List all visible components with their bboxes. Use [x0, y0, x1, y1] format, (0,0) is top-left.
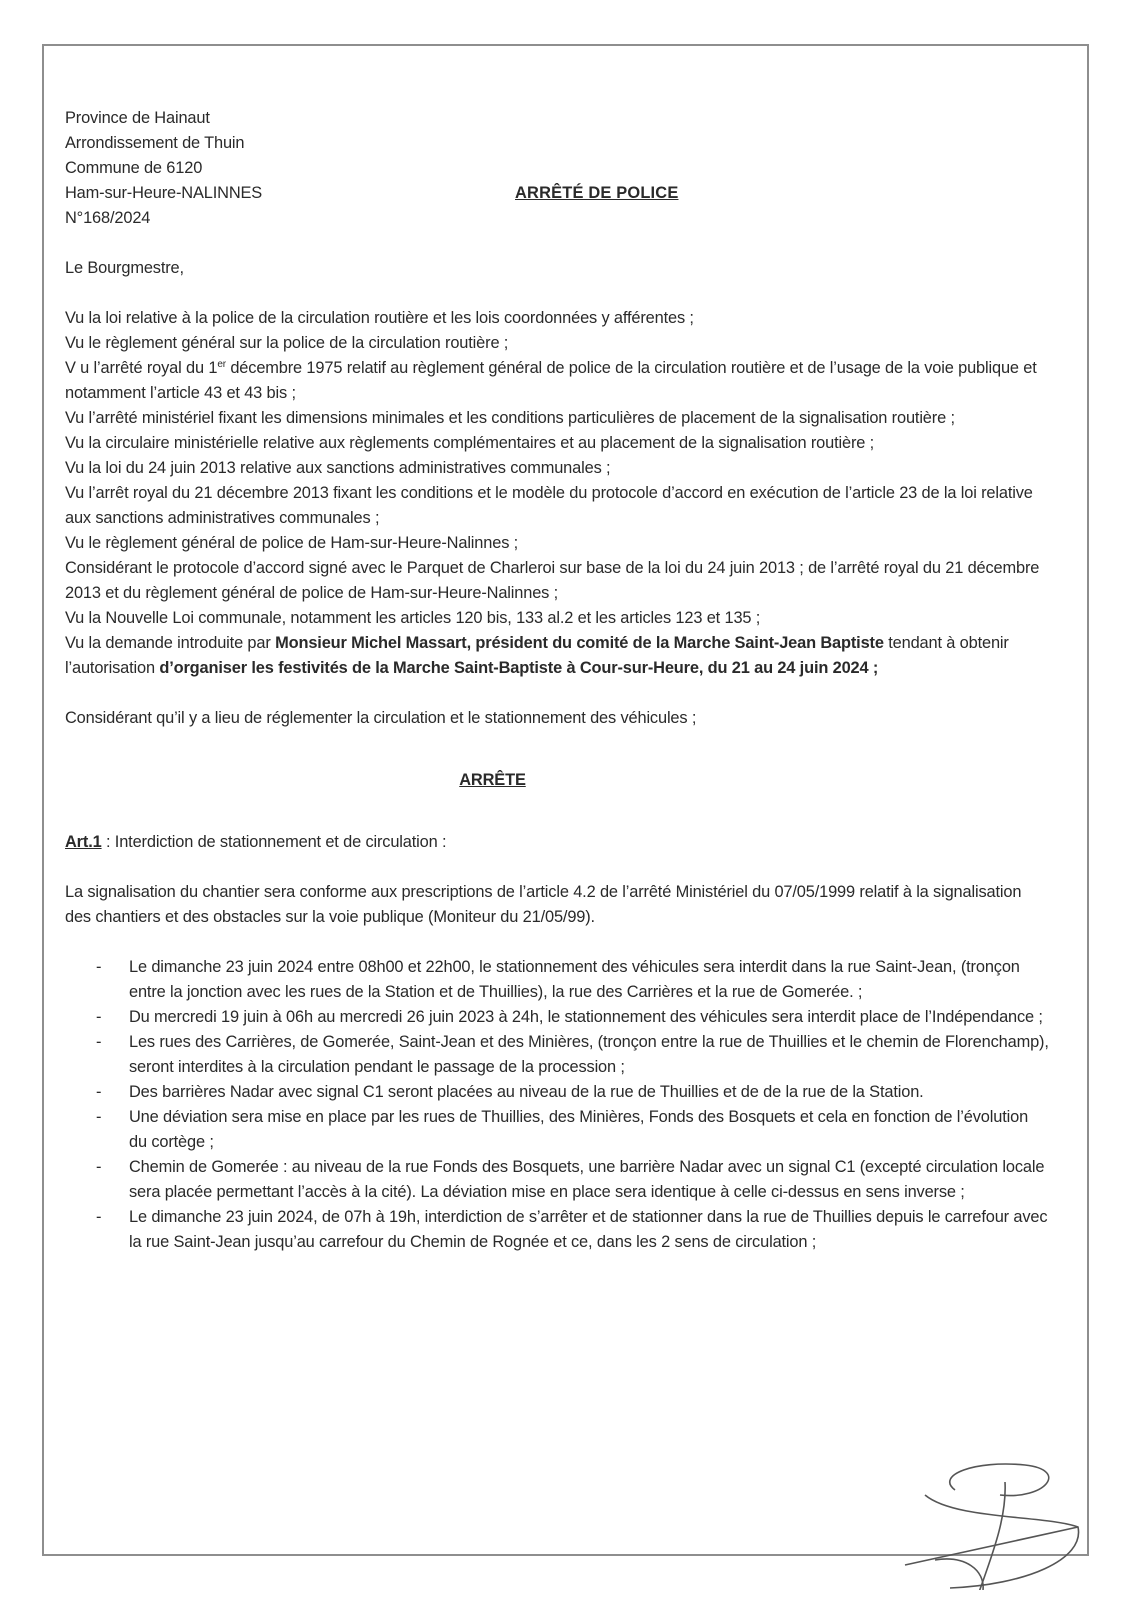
preamble-item: Vu le règlement général de police de Ham-sur-Heure-Nalinnes ;: [65, 534, 519, 552]
signature-mark: [895, 1420, 1095, 1590]
dash-bullet-icon: -: [96, 1158, 102, 1176]
article-1-heading: Art.1 : Interdiction de stationnement et de circulation :: [65, 833, 447, 851]
list-item: - Chemin de Gomerée : au niveau de la rue Fonds des Bosquets, une barrière Nadar avec un signal C1 (excepté circulation locale sera placée permettant l’accès à la cité). La déviation mise en place sera identique à celle ci-dessus en sens inverse ;: [65, 1155, 1050, 1205]
salutation: Le Bourgmestre,: [65, 259, 184, 277]
header-decree-number: N°168/2024: [65, 209, 151, 227]
decree-title: ARRÊTE: [459, 771, 526, 789]
document-body: [65, 106, 1050, 1255]
preamble: [65, 306, 1050, 681]
signature-stroke: [977, 1482, 1005, 1590]
preamble-item: Vu la circulaire ministérielle relative aux règlements complémentaires et au placement de la signalisation routière ;: [65, 434, 875, 452]
preamble-item: Vu la Nouvelle Loi communale, notamment les articles 120 bis, 133 al.2 et les articles 123 et 135 ;: [65, 609, 761, 627]
list-item: - Le dimanche 23 juin 2024 entre 08h00 et 22h00, le stationnement des véhicules sera interdit dans la rue Saint-Jean, (tronçon entre la jonction avec les rues de la Station et de Thuillies), la rue des Carrières et la rue de Gomerée. ;: [65, 955, 1050, 1005]
preamble-item-royal-decree: V u l’arrêté royal du 1er décembre 1975 relatif au règlement général de police de la circulation routière et de l’usage de la voie publique et notamment l’article 43 et 43 bis ;: [65, 359, 1037, 402]
preamble-item: Vu le règlement général sur la police de la circulation routière ;: [65, 334, 509, 352]
article-1-intro: La signalisation du chantier sera conforme aux prescriptions de l’article 4.2 de l’arrêté Ministériel du 07/05/1999 relatif à la signalisation des chantiers et des obstacles sur la voie publique (Moniteur du 21/05/99).: [65, 883, 1022, 926]
dash-bullet-icon: -: [96, 1208, 102, 1226]
article-1-bullet-list: [65, 955, 1050, 1255]
considering-statement: Considérant qu’il y a lieu de réglementer la circulation et le stationnement des véhicules ;: [65, 709, 697, 727]
header-province: Province de Hainaut: [65, 109, 210, 127]
list-item: - Les rues des Carrières, de Gomerée, Saint-Jean et des Minières, (tronçon entre la rue de Thuillies et le chemin de Florenchamp), seront interdites à la circulation pendant le passage de la procession ;: [65, 1030, 1050, 1080]
dash-bullet-icon: -: [96, 1008, 102, 1026]
signature-stroke: [905, 1527, 1078, 1565]
preamble-item-request: Vu la demande introduite par Monsieur Michel Massart, président du comité de la Marche Saint-Jean Baptiste tendant à obtenir l’autorisation d’organiser les festivités de la Marche Saint-Baptiste à Cour-sur-Heure, du 21 au 24 juin 2024 ;: [65, 634, 1009, 677]
list-item: - Du mercredi 19 juin à 06h au mercredi 26 juin 2023 à 24h, le stationnement des véhicules sera interdit place de l’Indépendance ;: [65, 1005, 1050, 1030]
list-item: - Le dimanche 23 juin 2024, de 07h à 19h, interdiction de s’arrêter et de stationner dans la rue de Thuillies depuis le carrefour avec la rue Saint-Jean jusqu’au carrefour du Chemin de Rognée et ce, dans les 2 sens de circulation ;: [65, 1205, 1050, 1255]
preamble-item: Vu l’arrêt royal du 21 décembre 2013 fixant les conditions et le modèle du protocole d’accord en exécution de l’article 23 de la loi relative aux sanctions administratives communales ;: [65, 484, 1033, 527]
document-title: ARRÊTÉ DE POLICE: [515, 184, 679, 202]
list-item: - Des barrières Nadar avec signal C1 seront placées au niveau de la rue de Thuillies et de de la rue de la Station.: [65, 1080, 1050, 1105]
dash-bullet-icon: -: [96, 1108, 102, 1126]
header-commune: Commune de 6120: [65, 159, 203, 177]
dash-bullet-icon: -: [96, 1033, 102, 1051]
preamble-item: Vu l’arrêté ministériel fixant les dimensions minimales et les conditions particulières de placement de la signalisation routière ;: [65, 409, 955, 427]
dash-bullet-icon: -: [96, 1083, 102, 1101]
signature-stroke: [950, 1464, 1049, 1496]
signature-stroke: [925, 1495, 1079, 1588]
preamble-item: Considérant le protocole d’accord signé avec le Parquet de Charleroi sur base de la loi du 24 juin 2013 ; de l’arrêté royal du 21 décembre 2013 et du règlement général de police de Ham-sur-Heure-Nalinnes ;: [65, 559, 1040, 602]
list-item: - Une déviation sera mise en place par les rues de Thuillies, des Minières, Fonds des Bosquets et cela en fonction de l’évolution du cortège ;: [65, 1105, 1050, 1155]
header-arrondissement: Arrondissement de Thuin: [65, 134, 245, 152]
article-1-label: Art.1: [65, 833, 102, 851]
header-municipality: Ham-sur-Heure-NALINNES: [65, 184, 263, 202]
dash-bullet-icon: -: [96, 958, 102, 976]
preamble-item: Vu la loi relative à la police de la circulation routière et les lois coordonnées y afférentes ;: [65, 309, 694, 327]
document-header: [65, 106, 1050, 231]
preamble-item: Vu la loi du 24 juin 2013 relative aux sanctions administratives communales ;: [65, 459, 611, 477]
